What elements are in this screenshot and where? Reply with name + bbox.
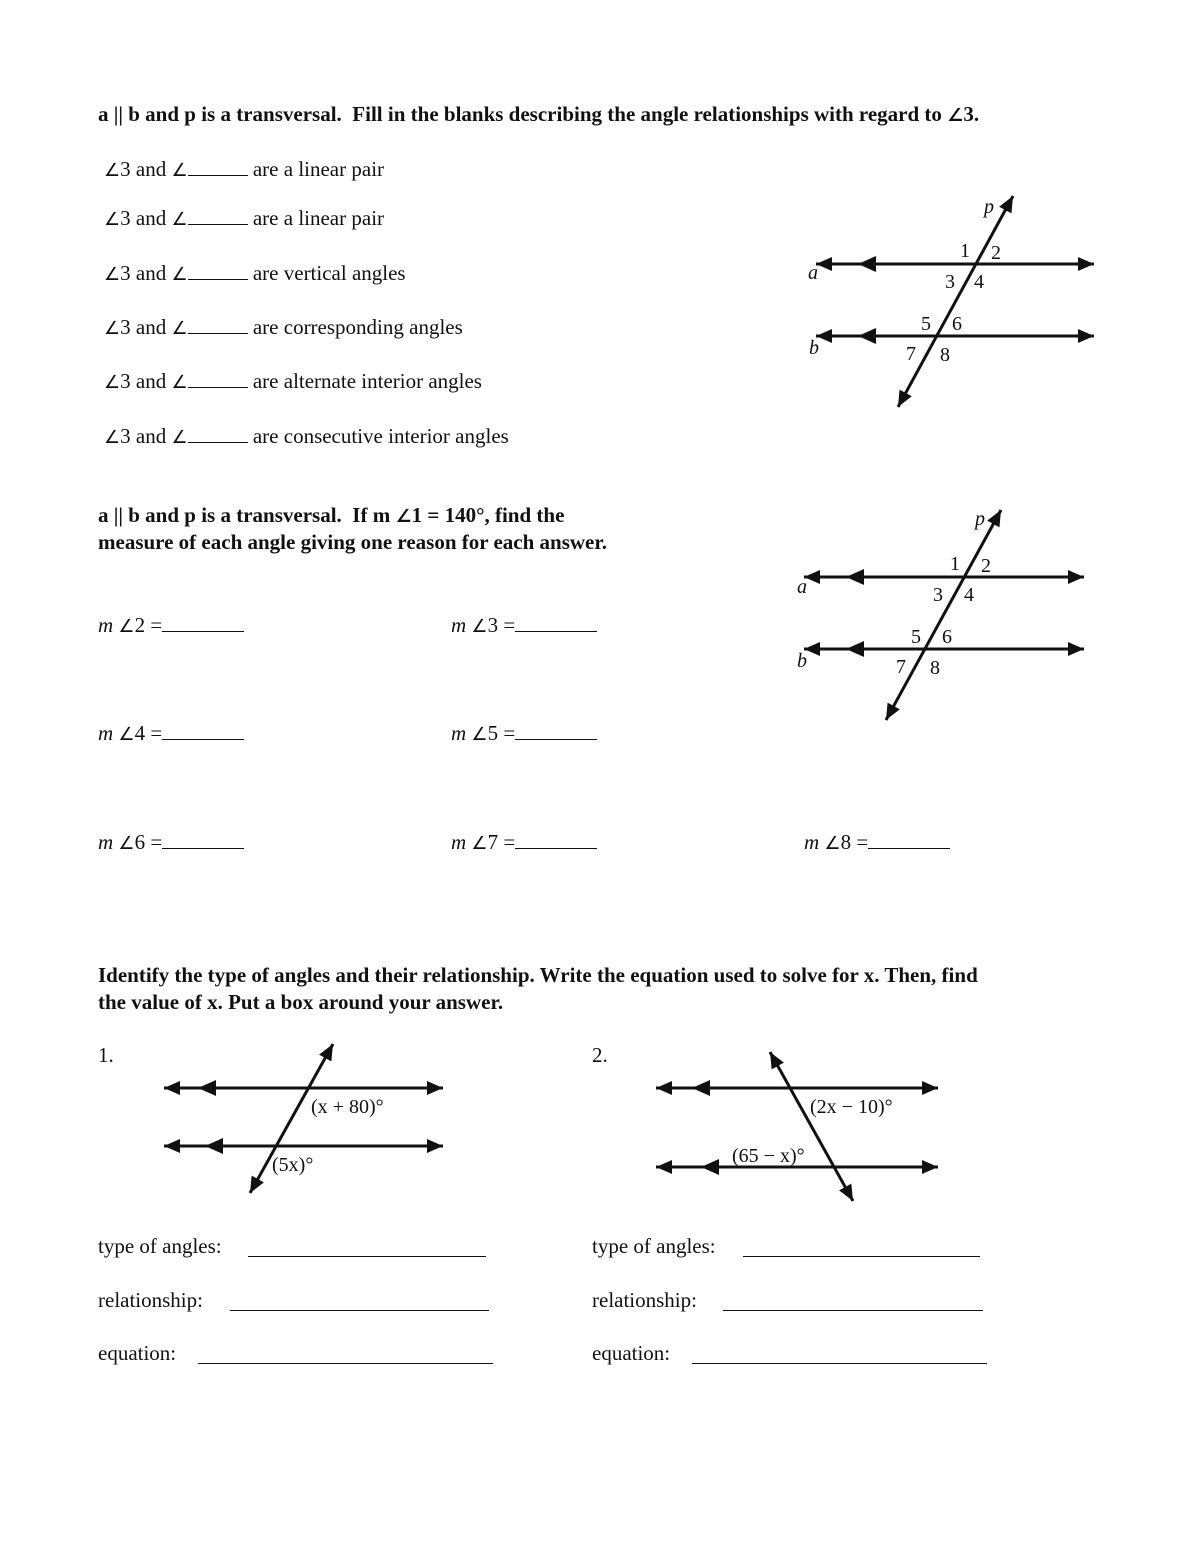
angle-measure-item — [451, 611, 597, 638]
angle-icon: ∠ — [118, 724, 135, 745]
field-label: equation: — [592, 1341, 671, 1365]
angle-measure-item — [98, 828, 244, 855]
field-label: relationship: — [98, 1288, 203, 1312]
field-label: relationship: — [592, 1288, 697, 1312]
angle-icon: ∠ — [104, 427, 121, 448]
angle-measure-item — [98, 611, 244, 638]
angle-icon: ∠ — [104, 372, 121, 393]
answer-line[interactable] — [248, 1256, 486, 1257]
line-b-label: b — [797, 650, 807, 672]
field-label: type of angles: — [592, 1234, 716, 1258]
measure-m: m — [98, 721, 114, 745]
line-b-label: b — [809, 337, 819, 359]
parallel-mark-icon — [846, 641, 864, 657]
angle-number: 3 — [120, 369, 131, 393]
angle-icon: ∠ — [171, 318, 188, 339]
angle-label: 1 — [950, 553, 960, 575]
arrow-head — [656, 1081, 672, 1095]
angle-icon: ∠ — [171, 427, 188, 448]
angle-icon: ∠ — [947, 105, 964, 126]
measure-blank[interactable] — [515, 611, 597, 632]
measure-blank[interactable] — [162, 611, 244, 632]
arrow-head — [922, 1081, 938, 1095]
angle-icon: ∠ — [395, 506, 412, 527]
angle-icon: ∠ — [171, 372, 188, 393]
measure-label: 8 = — [840, 830, 869, 854]
angle-icon: ∠ — [104, 318, 121, 339]
problem1-top-expression: (x + 80)° — [311, 1096, 384, 1118]
answer-line[interactable] — [743, 1256, 980, 1257]
measure-blank[interactable] — [162, 719, 244, 740]
relationship-text: are vertical angles — [247, 261, 406, 285]
heading-if: If m — [352, 503, 391, 527]
angle-label: 1 — [960, 240, 970, 262]
heading-given-measure: 1 = 140°, find the — [411, 503, 565, 527]
measure-blank[interactable] — [515, 719, 597, 740]
angle-label: 4 — [964, 584, 974, 606]
angle-icon: ∠ — [104, 209, 121, 230]
angle-number: 3 — [120, 206, 131, 230]
arrow-head — [1068, 570, 1084, 584]
angle-label: 6 — [952, 313, 962, 335]
heading-given: a || b and p is a transversal. — [98, 503, 342, 527]
measure-blank[interactable] — [162, 828, 244, 849]
measure-label: 4 = — [134, 721, 163, 745]
field-label: type of angles: — [98, 1234, 222, 1258]
measure-label: 3 = — [487, 613, 516, 637]
angle-icon: ∠ — [104, 264, 121, 285]
relationship-text: are a linear pair — [247, 206, 385, 230]
field-label: equation: — [98, 1341, 177, 1365]
measure-m: m — [98, 830, 114, 854]
angle-label: 3 — [933, 584, 943, 606]
problem-1-number: 1. — [98, 1043, 114, 1067]
and-word: and — [130, 206, 172, 230]
measure-blank[interactable] — [868, 828, 950, 849]
measure-label: 6 = — [134, 830, 163, 854]
angle-label: 3 — [945, 271, 955, 293]
measure-label: 5 = — [487, 721, 516, 745]
answer-line[interactable] — [230, 1310, 489, 1311]
angle-icon: ∠ — [471, 724, 488, 745]
parallel-mark-icon — [858, 328, 876, 344]
angle-measure-item — [451, 828, 597, 855]
answer-line[interactable] — [723, 1310, 983, 1311]
angle-icon: ∠ — [824, 833, 841, 854]
section3-heading-line1: Identify the type of angles and their relationship. Write the equation used to solve for x. Then, find — [98, 963, 978, 987]
angle-icon: ∠ — [118, 616, 135, 637]
relationship-text: are corresponding angles — [247, 315, 463, 339]
and-word: and — [130, 261, 172, 285]
answer-line[interactable] — [692, 1363, 987, 1364]
problem2-top-expression: (2x − 10)° — [810, 1096, 893, 1118]
arrow-head — [164, 1081, 180, 1095]
problem-2-number: 2. — [592, 1043, 608, 1067]
angle-measure-item — [98, 719, 244, 746]
angle-label: 8 — [940, 344, 950, 366]
angle-label: 5 — [911, 626, 921, 648]
parallel-mark-icon — [846, 569, 864, 585]
arrow-head — [1078, 329, 1094, 343]
arrow-head — [427, 1081, 443, 1095]
angle-icon: ∠ — [171, 160, 188, 181]
angle-icon: ∠ — [171, 264, 188, 285]
and-word: and — [130, 157, 172, 181]
diagram2-transversal-p — [886, 510, 1001, 720]
and-word: and — [130, 315, 172, 339]
measure-m: m — [98, 613, 114, 637]
arrow-head — [1078, 257, 1094, 271]
measure-m: m — [451, 721, 467, 745]
heading-given: a || b and p is a transversal. — [98, 102, 342, 126]
answer-line[interactable] — [198, 1363, 493, 1364]
diagram1-transversal-p — [898, 196, 1013, 407]
angle-label: 7 — [906, 343, 916, 365]
and-word: and — [130, 424, 172, 448]
problem2-transversal — [770, 1052, 853, 1201]
angle-label: 5 — [921, 313, 931, 335]
angle-label: 8 — [930, 657, 940, 679]
arrow-head — [164, 1139, 180, 1153]
parallel-mark-icon — [858, 256, 876, 272]
problem2-bottom-expression: (65 − x)° — [732, 1145, 805, 1167]
parallel-mark-icon — [198, 1080, 216, 1096]
angle-number: 3 — [120, 424, 131, 448]
measure-label: 7 = — [487, 830, 516, 854]
angle-number: 3 — [120, 261, 131, 285]
measure-m: m — [804, 830, 820, 854]
angle-measure-item — [804, 828, 950, 855]
heading-instruction: Fill in the blanks describing the angle relationships with regard to — [352, 102, 942, 126]
angle-icon: ∠ — [118, 833, 135, 854]
angle-number: 3 — [120, 157, 131, 181]
measure-blank[interactable] — [515, 828, 597, 849]
parallel-mark-icon — [701, 1159, 719, 1175]
parallel-mark-icon — [692, 1080, 710, 1096]
section2-heading-line1 — [98, 503, 564, 528]
angle-label: 7 — [896, 656, 906, 678]
and-word: and — [130, 369, 172, 393]
angle-icon: ∠ — [471, 616, 488, 637]
arrow-head — [922, 1160, 938, 1174]
line-a-label: a — [797, 576, 807, 598]
angle-number: 3 — [120, 315, 131, 339]
measure-m: m — [451, 830, 467, 854]
angle-label: 4 — [974, 271, 984, 293]
relationship-text: are alternate interior angles — [247, 369, 482, 393]
line-a-label: a — [808, 262, 818, 284]
parallel-mark-icon — [205, 1138, 223, 1154]
transversal-label: p — [984, 196, 994, 218]
section2-heading-line2: measure of each angle giving one reason for each answer. — [98, 530, 608, 554]
angle-label: 2 — [991, 242, 1001, 264]
problem1-bottom-expression: (5x)° — [272, 1154, 314, 1176]
arrow-head — [427, 1139, 443, 1153]
transversal-label: p — [975, 508, 985, 530]
arrow-head — [656, 1160, 672, 1174]
angle-icon: ∠ — [471, 833, 488, 854]
measure-m: m — [451, 613, 467, 637]
measure-label: 2 = — [134, 613, 163, 637]
angle-label: 6 — [942, 626, 952, 648]
section3-heading-line2: the value of x. Put a box around your answer. — [98, 990, 504, 1014]
angle-icon: ∠ — [171, 209, 188, 230]
heading-angle-number: 3. — [963, 102, 980, 126]
relationship-text: are consecutive interior angles — [247, 424, 509, 448]
arrow-head — [1068, 642, 1084, 656]
angle-measure-item — [451, 719, 597, 746]
arrow-head — [816, 257, 832, 271]
relationship-text: are a linear pair — [247, 157, 385, 181]
angle-label: 2 — [981, 555, 991, 577]
angle-icon: ∠ — [104, 160, 121, 181]
